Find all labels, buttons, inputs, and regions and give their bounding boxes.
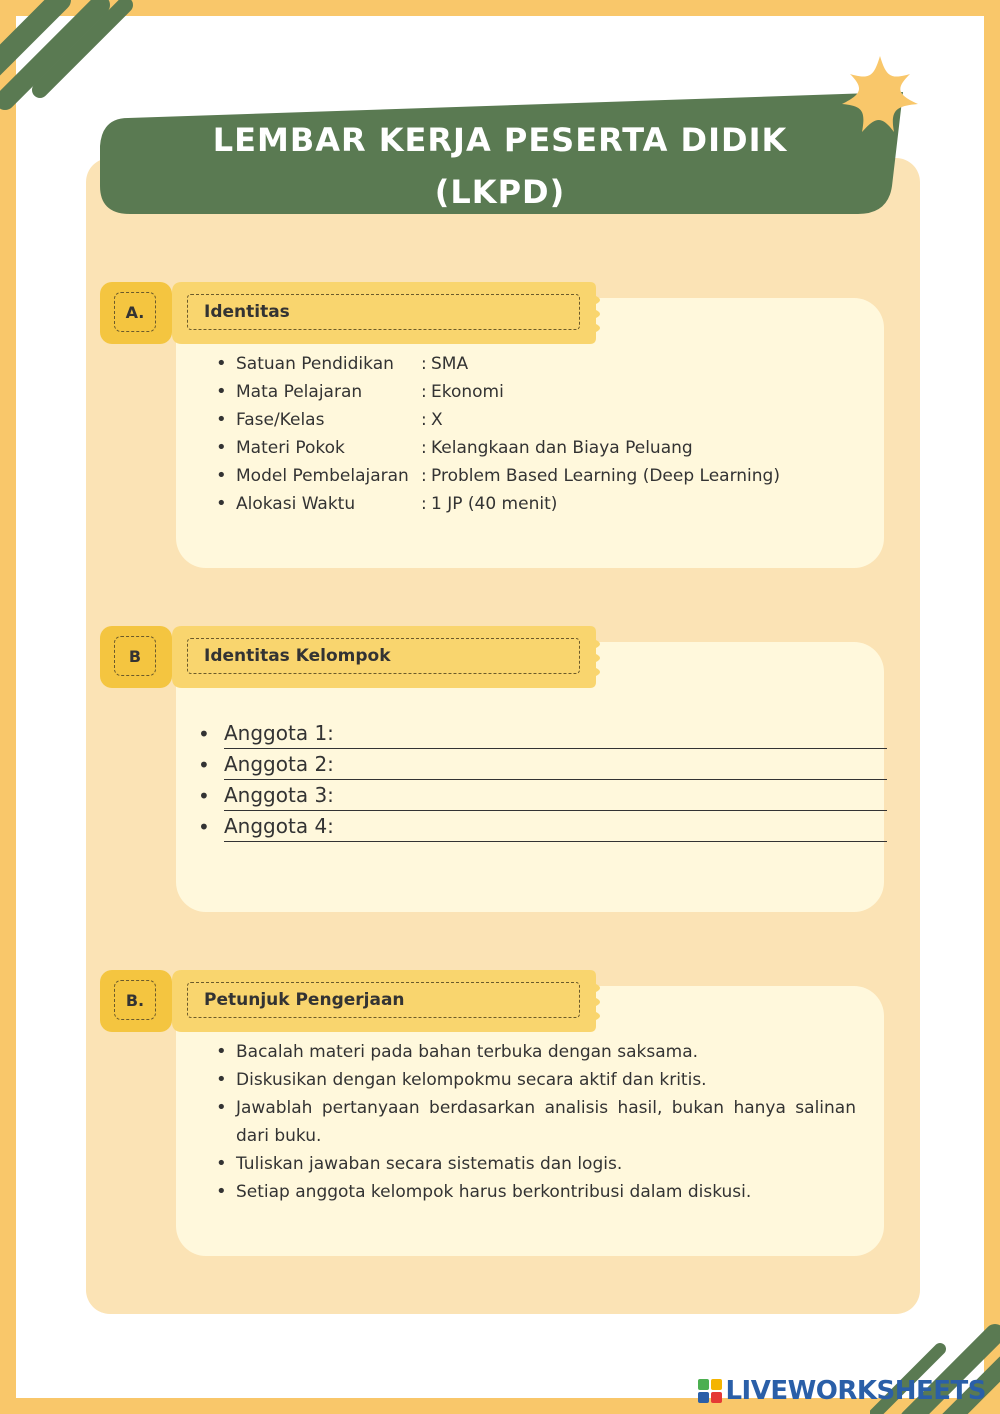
brand-name: LIVEWORKSHEETS (725, 1376, 986, 1406)
member-list (198, 718, 887, 842)
section-a-badge-label: A. (114, 292, 156, 332)
member-row-4 (198, 811, 887, 842)
instruction-text: • Jawablah pertanyaan berdasarkan analisis hasil, bukan hanya salinan dari buku. (236, 1098, 856, 1146)
identity-label: • Model Pembelajaran (236, 466, 409, 486)
section-b-badge (100, 626, 172, 688)
list-item (216, 1178, 856, 1206)
section-a-heading-wrap (172, 282, 604, 344)
identity-separator: : (421, 354, 427, 374)
list-item (216, 1038, 856, 1066)
page-title (150, 114, 850, 218)
star-decoration-icon (838, 52, 922, 136)
list-item (216, 378, 780, 406)
list-item (216, 434, 780, 462)
title-line-2: (LKPD) (434, 173, 566, 211)
section-c-badge-label: B. (114, 980, 156, 1020)
list-item (216, 1150, 856, 1178)
identity-value: Problem Based Learning (Deep Learning) (431, 466, 780, 486)
section-c-heading-wrap (172, 970, 604, 1032)
identity-label: • Mata Pelajaran (236, 382, 363, 402)
section-a-badge (100, 282, 172, 344)
member-row-2 (198, 749, 887, 780)
identity-label: • Materi Pokok (236, 438, 345, 458)
instruction-list (216, 1038, 856, 1206)
section-a-heading: Identitas (187, 294, 580, 330)
list-item (216, 1066, 856, 1094)
section-c-heading: Petunjuk Pengerjaan (187, 982, 580, 1018)
identity-label: • Fase/Kelas (236, 410, 325, 430)
identity-separator: : (421, 494, 427, 514)
list-item (216, 350, 780, 378)
instruction-text: • Tuliskan jawaban secara sistematis dan logis. (236, 1154, 623, 1174)
list-item (216, 462, 780, 490)
list-item (216, 406, 780, 434)
section-c-badge (100, 970, 172, 1032)
list-item (216, 490, 780, 518)
instruction-text: • Bacalah materi pada bahan terbuka dengan saksama. (236, 1042, 699, 1062)
member-input-3[interactable]: • Anggota 3: (224, 780, 887, 811)
member-row-3 (198, 780, 887, 811)
title-line-1: LEMBAR KERJA PESERTA DIDIK (212, 121, 788, 159)
section-b-badge-label: B (114, 636, 156, 676)
identity-separator: : (421, 438, 427, 458)
identity-separator: : (421, 466, 427, 486)
identity-value: SMA (431, 354, 469, 374)
identity-list (216, 350, 780, 518)
instruction-text: • Diskusikan dengan kelompokmu secara aktif dan kritis. (236, 1070, 707, 1090)
liveworksheets-logo-icon (698, 1379, 722, 1403)
identity-label: • Satuan Pendidikan (236, 354, 394, 374)
identity-separator: : (421, 410, 427, 430)
member-input-4[interactable]: • Anggota 4: (224, 811, 887, 842)
section-b-heading-wrap (172, 626, 604, 688)
liveworksheets-brand[interactable] (698, 1376, 986, 1406)
section-b-heading: Identitas Kelompok (187, 638, 580, 674)
member-input-2[interactable]: • Anggota 2: (224, 749, 887, 780)
identity-value: X (431, 410, 443, 430)
identity-value: 1 JP (40 menit) (431, 494, 558, 514)
list-item (216, 1094, 856, 1150)
member-row-1 (198, 718, 887, 749)
identity-separator: : (421, 382, 427, 402)
identity-value: Ekonomi (431, 382, 504, 402)
instruction-text: • Setiap anggota kelompok harus berkontribusi dalam diskusi. (236, 1182, 752, 1202)
member-input-1[interactable]: • Anggota 1: (224, 718, 887, 749)
identity-label: • Alokasi Waktu (236, 494, 356, 514)
identity-value: Kelangkaan dan Biaya Peluang (431, 438, 693, 458)
